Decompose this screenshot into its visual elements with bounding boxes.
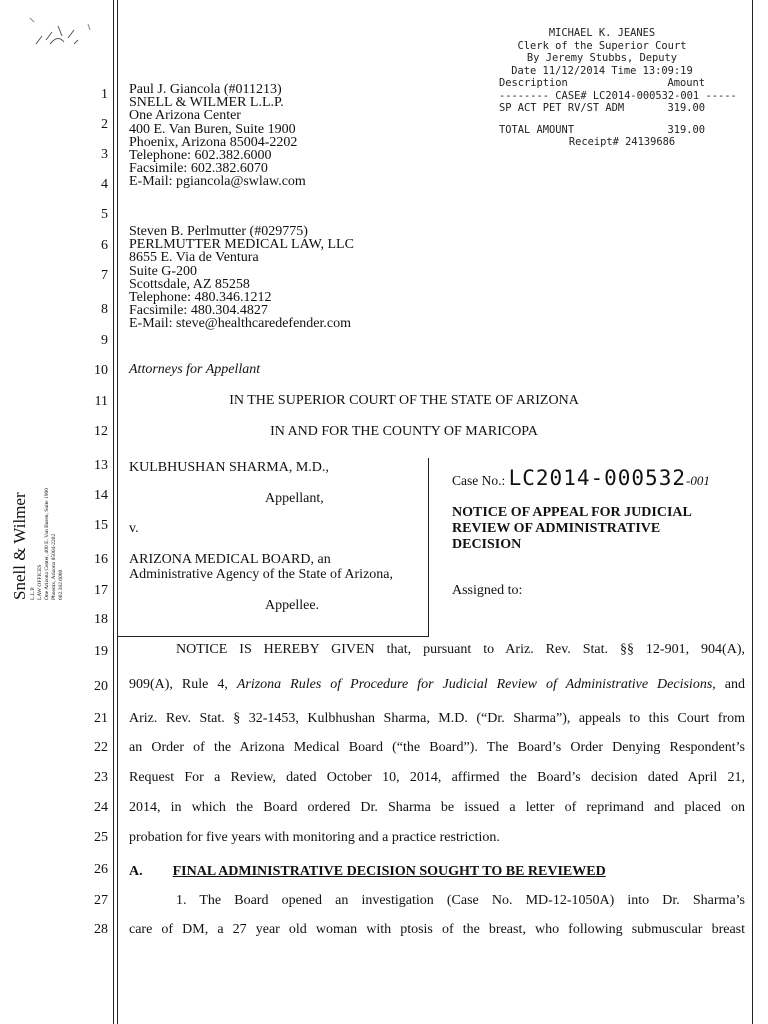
section-title: FINAL ADMINISTRATIVE DECISION SOUGHT TO BE REVIEWED — [172, 864, 606, 879]
body-line-19: NOTICE IS HEREBY GIVEN that, pursuant to Ariz. Rev. Stat. §§ 12-901, 904(A), — [176, 642, 745, 657]
appellee-role: Appellee. — [265, 598, 320, 613]
attorney-line: Scottsdale, AZ 85258 — [129, 276, 250, 292]
line-number: 18 — [94, 612, 108, 627]
document-title-line-3: DECISION — [452, 537, 522, 552]
total-label: TOTAL AMOUNT — [499, 123, 575, 136]
case-number-value: LC2014-000532 — [508, 466, 686, 490]
receipt-header-row — [499, 77, 705, 90]
attorney-line: Telephone: 480.346.1212 — [129, 290, 272, 306]
line-number: 12 — [94, 424, 108, 439]
body-line-25: probation for five years with monitoring and a practice restriction. — [129, 830, 500, 845]
firm-llp: L.L.P. — [30, 586, 36, 600]
firm-offices: LAW OFFICES — [37, 564, 43, 600]
line-number: 5 — [101, 207, 108, 222]
caption-horizontal-rule — [118, 636, 429, 637]
line-number: 6 — [101, 238, 108, 253]
line-number: 25 — [94, 830, 108, 845]
attorney-line: Facsimile: 480.304.4827 — [129, 303, 268, 319]
receipt-case-line: -------- CASE# LC2014-000532-001 ----- — [499, 89, 737, 102]
document-title-line-1: NOTICE OF APPEAL FOR JUDICIAL — [452, 505, 692, 520]
body-line-24: 2014, in which the Board ordered Dr. Sharma be issued a letter of reprimand and placed on — [129, 800, 745, 815]
case-number-field — [452, 466, 710, 490]
line-number: 17 — [94, 583, 108, 598]
attorney-block-perlmutter — [129, 225, 354, 331]
appellant-role: Appellant, — [265, 491, 324, 506]
total-amount: 319.00 — [667, 123, 705, 136]
line-number: 8 — [101, 302, 108, 317]
attorney-line: E-Mail: steve@healthcaredefender.com — [129, 316, 352, 332]
firm-address-2: Phoenix, Arizona 85004-2202 — [51, 533, 57, 600]
attorney-line: 400 E. Van Buren, Suite 1900 — [129, 121, 296, 137]
rules-title: Arizona Rules of Procedure for Judicial Review of Administrative Decisions — [236, 677, 713, 692]
item-amount: 319.00 — [667, 102, 705, 114]
line-number: 22 — [94, 740, 108, 755]
line-number: 16 — [94, 552, 108, 567]
line-number: 19 — [94, 644, 108, 659]
attorney-line: Telephone: 602.382.6000 — [129, 148, 272, 164]
attorney-line: One Arizona Center — [129, 108, 241, 124]
document-title — [452, 505, 752, 553]
attorney-line: Steven B. Perlmutter (#029775) — [129, 224, 308, 239]
caption-vertical-rule — [428, 458, 429, 636]
description-header: Description — [499, 77, 568, 89]
court-county: IN AND FOR THE COUNTY OF MARICOPA — [270, 424, 538, 439]
firm-margin-imprint — [10, 490, 65, 600]
firm-name: Snell & Wilmer — [10, 492, 29, 600]
assigned-to: Assigned to: — [452, 583, 523, 598]
line-number: 21 — [94, 711, 108, 726]
attorney-block-giancola — [129, 83, 306, 189]
attorney-line: Paul J. Giancola (#011213) — [129, 82, 282, 97]
clerk-title: Clerk of the Superior Court — [517, 39, 687, 52]
line-number: 9 — [101, 333, 108, 348]
line-number: 24 — [94, 800, 108, 815]
body-line-20-a: 909(A), Rule 4, — [129, 677, 237, 692]
left-margin-rule-1 — [113, 0, 114, 1024]
line-number: 15 — [94, 518, 108, 533]
section-letter: A. — [129, 864, 143, 879]
versus: v. — [129, 521, 139, 536]
body-line-22: an Order of the Arizona Medical Board (“the Board”). The Board’s Order Denying Respondent’s — [129, 740, 745, 755]
firm-address-1: One Arizona Center, 400 E. Van Buren, Suite 1900 — [44, 488, 50, 600]
receipt-number: Receipt# 24139686 — [568, 136, 676, 148]
body-line-23: Request For a Review, dated October 10, 2014, affirmed the Board’s decision dated April 21, — [129, 770, 745, 785]
clerk-name: MICHAEL K. JEANES — [548, 27, 656, 39]
line-number: 4 — [101, 177, 108, 192]
attorney-line: SNELL & WILMER L.L.P. — [129, 95, 284, 111]
case-number-label: Case No.: — [452, 473, 506, 488]
receipt-item-row — [499, 102, 705, 115]
line-number: 13 — [94, 458, 108, 473]
clerk-receipt-stamp — [499, 27, 737, 149]
line-number: 3 — [101, 147, 108, 162]
right-margin-rule — [752, 0, 753, 1024]
case-number-suffix: -001 — [686, 473, 710, 488]
line-number: 2 — [101, 117, 108, 132]
line-number: 1 — [101, 87, 108, 102]
appellant-name: KULBHUSHAN SHARMA, M.D., — [129, 460, 329, 475]
line-number: 11 — [94, 394, 108, 409]
court-name: IN THE SUPERIOR COURT OF THE STATE OF ARIZONA — [229, 393, 579, 408]
attorneys-for-appellant: Attorneys for Appellant — [129, 362, 261, 377]
clerk-deputy: By Jeremy Stubbs, Deputy — [526, 52, 678, 64]
line-number: 20 — [94, 679, 108, 694]
attorney-line: Phoenix, Arizona 85004-2202 — [129, 134, 298, 150]
attorney-line: E-Mail: pgiancola@swlaw.com — [129, 174, 306, 190]
section-heading-a — [129, 864, 606, 880]
line-number: 26 — [94, 862, 108, 877]
attorney-line: Facsimile: 602.382.6070 — [129, 161, 268, 177]
appellee-name: ARIZONA MEDICAL BOARD, an — [129, 552, 331, 567]
body-line-27: 1. The Board opened an investigation (Case No. MD-12-1050A) into Dr. Sharma’s — [176, 893, 745, 908]
firm-phone: 602.382.6000 — [58, 569, 64, 600]
document-title-line-2: REVIEW OF ADMINISTRATIVE — [452, 521, 661, 536]
appellee-description: Administrative Agency of the State of Arizona, — [129, 567, 393, 582]
body-line-20-c: , and — [712, 677, 745, 692]
attorney-line: Suite G-200 — [129, 263, 198, 279]
line-number: 7 — [101, 268, 108, 283]
item-description: SP ACT PET RV/ST ADM — [499, 102, 625, 114]
body-line-21: Ariz. Rev. Stat. § 32-1453, Kulbhushan Sharma, M.D. (“Dr. Sharma”), appeals to this Court from — [129, 711, 745, 726]
attorney-line: PERLMUTTER MEDICAL LAW, LLC — [129, 237, 354, 253]
left-margin-rule-2 — [117, 0, 118, 1024]
line-number: 28 — [94, 922, 108, 937]
line-number: 10 — [94, 363, 108, 378]
line-number: 23 — [94, 770, 108, 785]
line-number: 27 — [94, 893, 108, 908]
receipt-datetime: Date 11/12/2014 Time 13:09:19 — [511, 64, 693, 77]
receipt-total-row — [499, 124, 705, 137]
body-line-20 — [129, 677, 745, 693]
line-number: 14 — [94, 488, 108, 503]
body-line-28: care of DM, a 27 year old woman with ptosis of the breast, who following submuscular breast — [129, 922, 745, 937]
attorney-line: 8655 E. Via de Ventura — [129, 250, 259, 266]
amount-header: Amount — [667, 77, 705, 89]
